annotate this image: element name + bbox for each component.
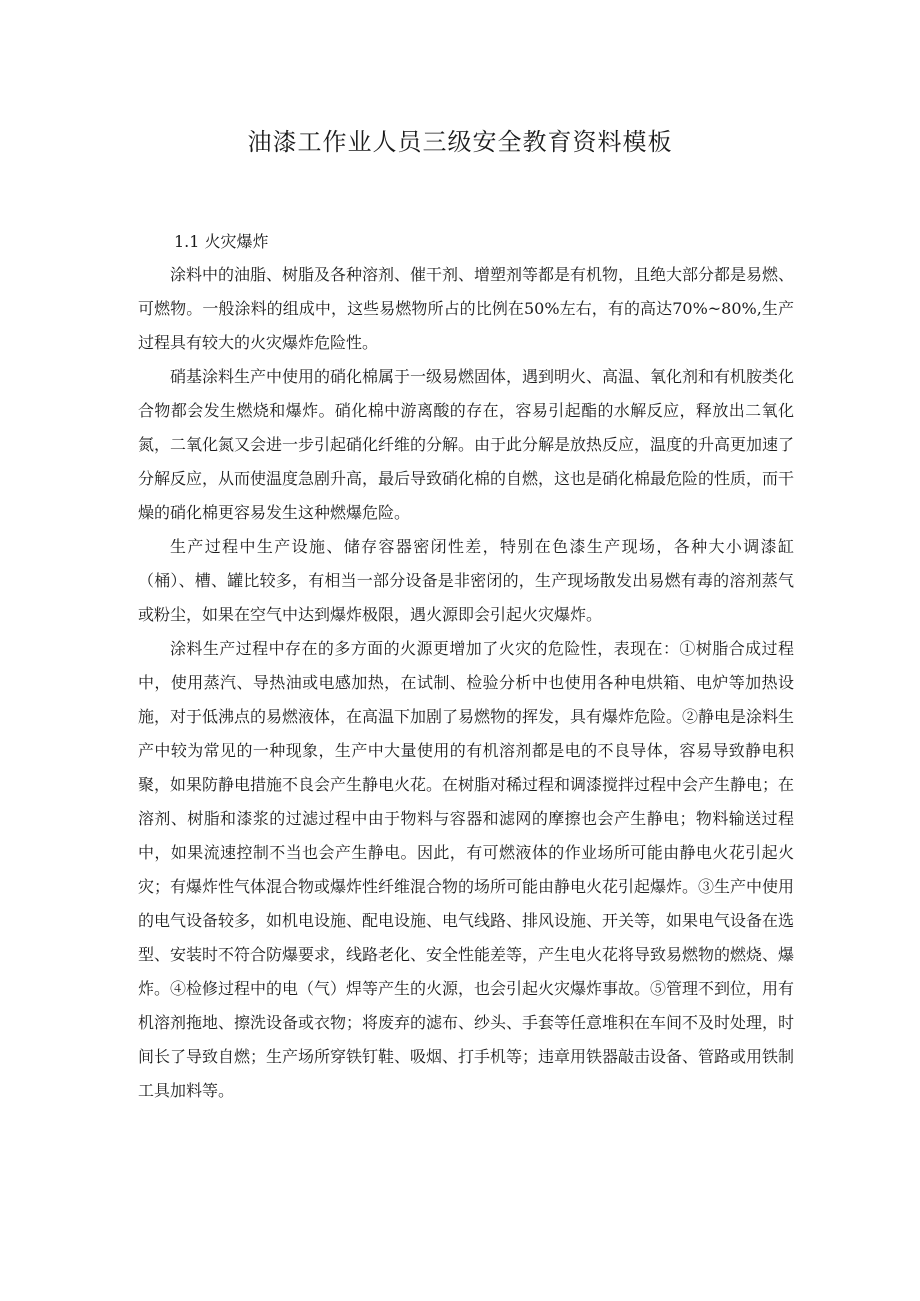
paragraph-3: 生产过程中生产设施、储存容器密闭性差，特别在色漆生产现场，各种大小调漆缸（桶）、槽、罐比较多，有相当一部分设备是非密闭的，生产现场散发出易燃有毒的溶剂蒸气或粉尘，如果在空气中达到爆炸极限，遇火源即会引起火灾爆炸。 — [138, 537, 794, 624]
section-heading: 1.1 火灾爆炸 — [174, 232, 269, 251]
paragraph-2: 硝基涂料生产中使用的硝化棉属于一级易燃固体，遇到明火、高温、氧化剂和有机胺类化合物都会发生燃烧和爆炸。硝化棉中游离酸的存在，容易引起酯的水解反应，释放出二氧化氮，二氧化氮又会进一步引起硝化纤维的分解。由于此分解是放热反应，温度的升高更加速了分解反应，从而使温度急剧升高，最后导致硝化棉的自燃，这也是硝化棉最危险的性质，而干燥的硝化棉更容易发生这种燃爆危险。 — [138, 367, 795, 522]
document-title: 油漆工作业人员三级安全教育资料模板 — [247, 128, 673, 157]
section-fire-explosion — [138, 226, 794, 1108]
paragraph-4: 涂料生产过程中存在的多方面的火源更增加了火灾的危险性，表现在：①树脂合成过程中，使用蒸汽、导热油或电感加热，在试制、检验分析中也使用各种电烘箱、电炉等加热设施，对于低沸点的易燃液体，在高温下加剧了易燃物的挥发，具有爆炸危险。②静电是涂料生产中较为常见的一种现象，生产中大量使用的有机溶剂都是电的不良导体，容易导致静电积聚，如果防静电措施不良会产生静电火花。在树脂对稀过程和调漆搅拌过程中会产生静电；在溶剂、树脂和漆浆的过滤过程中由于物料与容器和滤网的摩擦也会产生静电；物料输送过程中，如果流速控制不当也会产生静电。因此，有可燃液体的作业场所可能由静电火花引起火灾；有爆炸性气体混合物或爆炸性纤维混合物的场所可能由静电火花引起爆炸。③生产中使用的电气设备较多，如机电设施、配电设施、电气线路、排风设施、开关等，如果电气设备在选型、安装时不符合防爆要求，线路老化、安全性能差等，产生电火花将导致易燃物的燃烧、爆炸。④检修过程中的电（气）焊等产生的火源，也会引起火灾爆炸事故。⑤管理不到位，用有机溶剂拖地、擦洗设备或衣物；将废弃的滤布、纱头、手套等任意堆积在车间不及时处理，时间长了导致自燃；生产场所穿铁钉鞋、吸烟、打手机等；违章用铁器敲击设备、管路或用铁制工具加料等。 — [138, 639, 795, 1100]
paragraph-1: 涂料中的油脂、树脂及各种溶剂、催干剂、增塑剂等都是有机物，且绝大部分都是易燃、可燃物。一般涂料的组成中，这些易燃物所占的比例在50%左右，有的高达70%~80%,生产过程具有较大的火灾爆炸危险性。 — [138, 265, 795, 352]
